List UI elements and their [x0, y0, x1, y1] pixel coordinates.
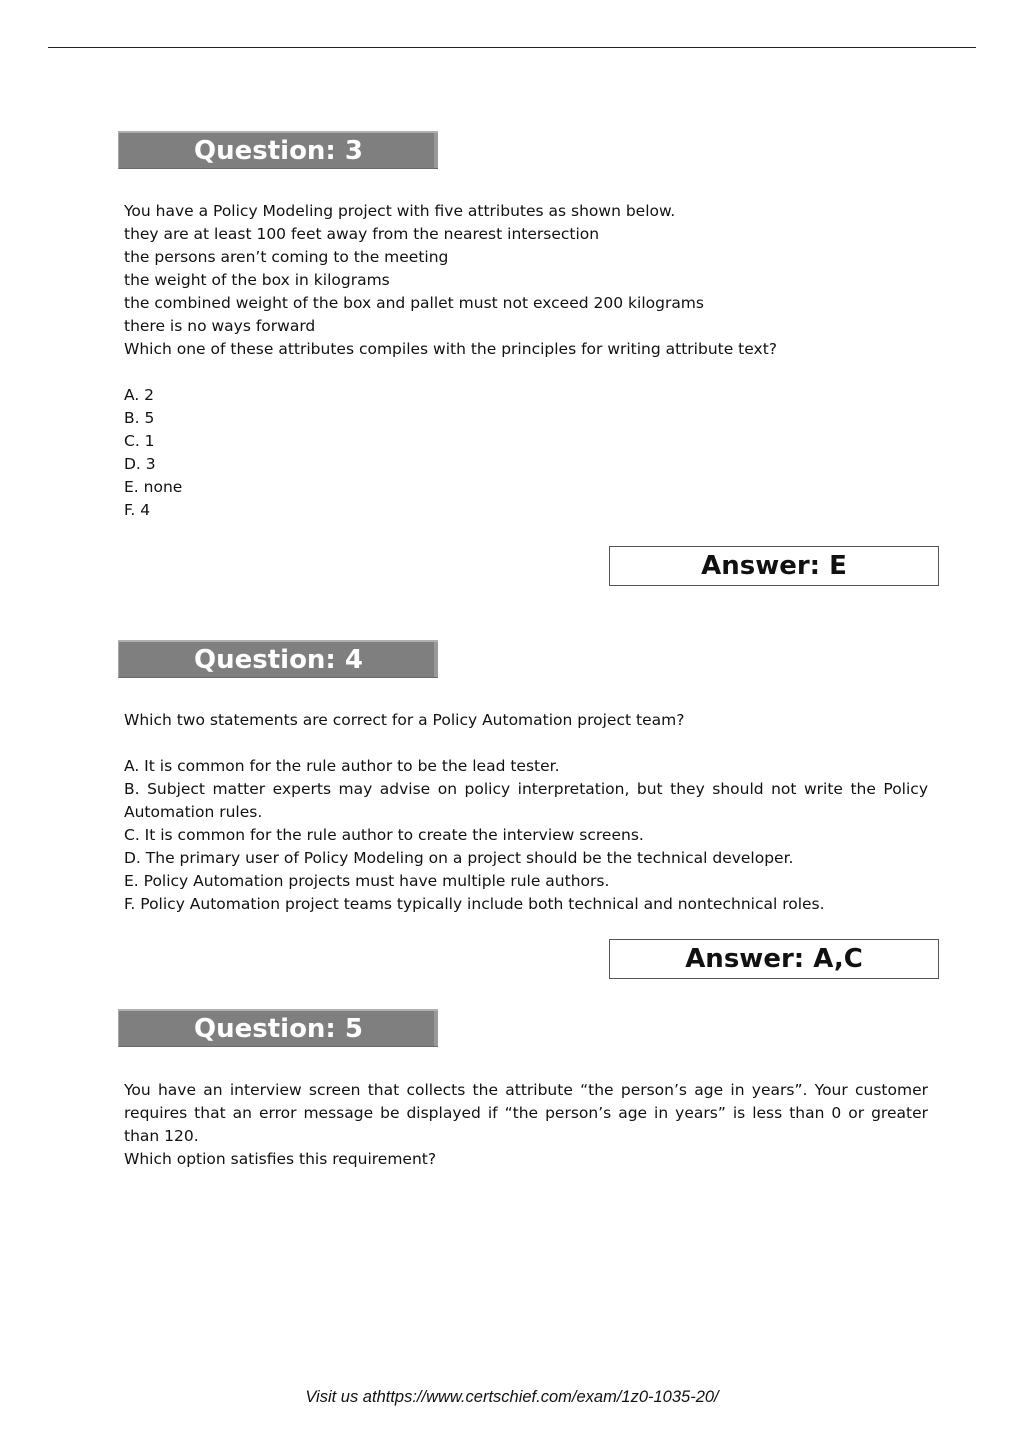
question-3-stem-line: You have a Policy Modeling project with five attributes as shown below. — [124, 202, 676, 220]
question-3-stem-line: they are at least 100 feet away from the nearest intersection — [124, 225, 600, 243]
question-3-stem-line: the combined weight of the box and pallet must not exceed 200 kilograms — [124, 294, 704, 312]
question-3-option: D. 3 — [124, 455, 156, 473]
question-3-option: E. none — [124, 478, 183, 496]
question-4-option: D. The primary user of Policy Modeling on a project should be the technical developer. — [124, 849, 794, 867]
question-5-body — [124, 1079, 928, 1171]
question-4-option: B. Subject matter experts may advise on policy interpretation, but they should not write the Policy Automation rules. — [124, 780, 928, 821]
question-5-header: Question: 5 — [118, 1009, 438, 1047]
question-4-body — [124, 709, 928, 916]
question-5-stem-line: You have an interview screen that collects the attribute “the person’s age in years”. Your customer requires that an error message be displayed if “the person’s age in years” is less than 0 or greater than 120. — [124, 1081, 928, 1145]
question-3-body — [124, 200, 928, 522]
question-3-option: C. 1 — [124, 432, 155, 450]
question-4-option: A. It is common for the rule author to be the lead tester. — [124, 757, 560, 775]
question-3-stem-line: the weight of the box in kilograms — [124, 271, 390, 289]
question-3-stem-line: the persons aren’t coming to the meeting — [124, 248, 449, 266]
question-4-header: Question: 4 — [118, 640, 438, 678]
question-3-stem-line: there is no ways forward — [124, 317, 316, 335]
question-5-stem-line: Which option satisfies this requirement? — [124, 1150, 437, 1168]
question-4-option: C. It is common for the rule author to create the interview screens. — [124, 826, 644, 844]
question-4-stem-line: Which two statements are correct for a Policy Automation project team? — [124, 711, 685, 729]
question-3-stem-line: Which one of these attributes compiles with the principles for writing attribute text? — [124, 340, 777, 358]
question-3-option: B. 5 — [124, 409, 155, 427]
question-3-header: Question: 3 — [118, 131, 438, 169]
footer-link[interactable]: Visit us athttps://www.certschief.com/exam/1z0-1035-20/ — [305, 1388, 719, 1406]
question-3-answer: Answer: E — [609, 546, 939, 586]
top-rule — [48, 47, 976, 48]
question-3-option: A. 2 — [124, 386, 155, 404]
question-3-option: F. 4 — [124, 501, 151, 519]
question-4-option: E. Policy Automation projects must have multiple rule authors. — [124, 872, 610, 890]
question-4-answer: Answer: A,C — [609, 939, 939, 979]
question-4-option: F. Policy Automation project teams typically include both technical and nontechnical roles. — [124, 895, 825, 913]
